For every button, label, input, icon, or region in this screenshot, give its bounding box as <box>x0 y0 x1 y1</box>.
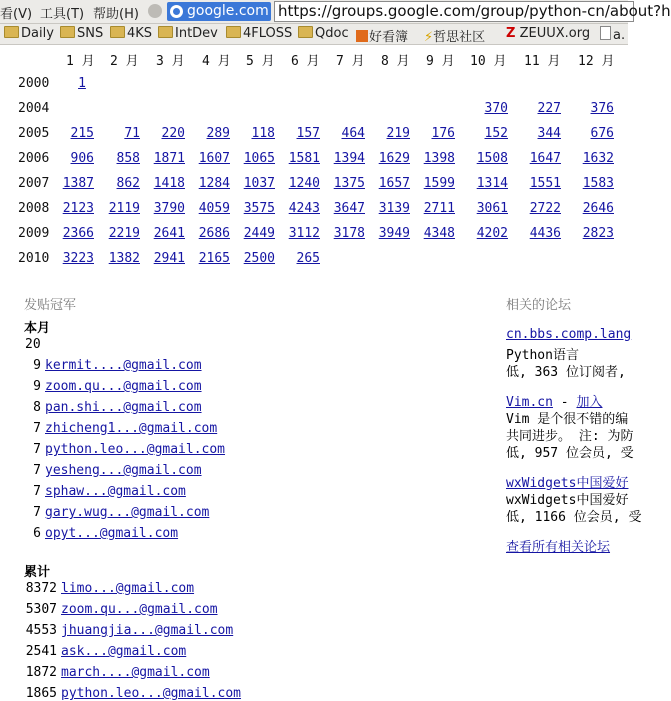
bookmark-daily[interactable]: Daily <box>4 26 54 41</box>
year-label: 2008 <box>18 201 50 216</box>
poster-email-link[interactable]: gary.wug...@gmail.com <box>45 505 210 520</box>
month-post-count-link[interactable]: 1871 <box>153 151 185 166</box>
month-post-count-link[interactable]: 4348 <box>423 226 455 241</box>
month-post-count-link[interactable]: 376 <box>590 101 614 116</box>
month-post-count-link[interactable]: 2711 <box>423 201 455 216</box>
post-count: 7 <box>33 505 41 520</box>
poster-row <box>25 602 218 617</box>
year-label: 2005 <box>18 126 50 141</box>
month-post-count-link[interactable]: 1583 <box>582 176 614 191</box>
url-bar[interactable]: https://groups.google.com/group/python-cn/about?h <box>274 1 634 22</box>
month-post-count-link[interactable]: 2119 <box>108 201 140 216</box>
month-post-count-link[interactable]: 219 <box>386 126 410 141</box>
stop-icon[interactable] <box>148 4 162 18</box>
month-post-count-link[interactable]: 152 <box>484 126 508 141</box>
poster-row <box>25 623 233 638</box>
month-header: 10 月 <box>470 54 507 69</box>
month-post-count-link[interactable]: 118 <box>251 126 275 141</box>
post-count: 1865 <box>25 686 57 701</box>
poster-email-link[interactable]: opyt...@gmail.com <box>45 526 179 541</box>
post-count: 9 <box>33 358 41 373</box>
month-post-count-link[interactable]: 1551 <box>529 176 561 191</box>
month-post-count-link[interactable]: 2219 <box>108 226 140 241</box>
month-post-count-link[interactable]: 2941 <box>153 251 185 266</box>
forum-desc: Vim 是个很不错的编 <box>506 412 629 427</box>
month-post-count-link[interactable]: 1284 <box>198 176 230 191</box>
month-post-count-link[interactable]: 1657 <box>378 176 410 191</box>
poster-email-link[interactable]: pan.shi...@gmail.com <box>45 400 202 415</box>
month-header: 12 月 <box>578 54 615 69</box>
google-icon <box>170 5 183 18</box>
post-count: 7 <box>33 421 41 436</box>
month-header: 1 月 <box>66 54 95 69</box>
month-post-count-link[interactable]: 2646 <box>582 201 614 216</box>
bookmark-sns[interactable]: SNS <box>60 26 103 41</box>
month-post-count-link[interactable]: 1240 <box>288 176 320 191</box>
poster-email-link[interactable]: march....@gmail.com <box>61 665 210 680</box>
forum-link[interactable]: wxWidgets中国爱好 <box>506 476 629 491</box>
month-post-count-link[interactable]: 3139 <box>378 201 410 216</box>
month-post-count-link[interactable]: 4436 <box>529 226 561 241</box>
month-post-count-link[interactable]: 1065 <box>243 151 275 166</box>
month-post-count-link[interactable]: 265 <box>296 251 320 266</box>
folder-icon <box>4 26 19 38</box>
poster-email-link[interactable]: jhuangjia...@gmail.com <box>61 623 234 638</box>
year-label: 2004 <box>18 101 50 116</box>
month-post-count-link[interactable]: 2686 <box>198 226 230 241</box>
menu-help[interactable]: 帮助(H) <box>93 7 139 22</box>
post-count: 9 <box>33 379 41 394</box>
month-post-count-link[interactable]: 1629 <box>378 151 410 166</box>
month-post-count-link[interactable]: 3949 <box>378 226 410 241</box>
month-post-count-link[interactable]: 220 <box>161 126 185 141</box>
month-post-count-link[interactable]: 2366 <box>62 226 94 241</box>
poster-row <box>25 665 210 680</box>
forum-stats: 低, 1166 位会员, 受 <box>506 510 642 525</box>
month-post-count-link[interactable]: 4202 <box>476 226 508 241</box>
bookmark-intdev[interactable]: IntDev <box>158 26 218 41</box>
poster-email-link[interactable]: zoom.qu...@gmail.com <box>45 379 202 394</box>
this-month-label: 本月 <box>24 321 51 336</box>
post-count: 5307 <box>25 602 57 617</box>
month-header: 11 月 <box>524 54 561 69</box>
month-post-count-link[interactable]: 1418 <box>153 176 185 191</box>
forum-stats: 低, 957 位会员, 受 <box>506 446 634 461</box>
poster-email-link[interactable]: zoom.qu...@gmail.com <box>61 602 218 617</box>
bookmark-4floss[interactable]: 4FLOSS <box>226 26 292 41</box>
forum-1 <box>506 327 631 342</box>
poster-row <box>25 442 225 457</box>
join-link[interactable]: 加入 <box>576 395 603 410</box>
poster-row <box>25 686 241 701</box>
month-post-count-link[interactable]: 1375 <box>333 176 365 191</box>
month-post-count-link[interactable]: 1394 <box>333 151 365 166</box>
month-post-count-link[interactable]: 3647 <box>333 201 365 216</box>
month-header: 9 月 <box>426 54 455 69</box>
year-label: 2009 <box>18 226 50 241</box>
poster-row <box>25 358 202 373</box>
month-post-count-link[interactable]: 1387 <box>62 176 94 191</box>
menu-tools[interactable]: 工具(T) <box>40 7 85 22</box>
month-post-count-link[interactable]: 1647 <box>529 151 561 166</box>
poster-email-link[interactable]: ask...@gmail.com <box>61 644 187 659</box>
month-post-count-link[interactable]: 176 <box>431 126 455 141</box>
post-count: 7 <box>33 442 41 457</box>
post-count: 4553 <box>25 623 57 638</box>
view-all-forums <box>506 536 610 555</box>
month-post-count-link[interactable]: 1581 <box>288 151 320 166</box>
menu-view[interactable]: 看(V) <box>0 7 33 22</box>
cumulative-label: 累计 <box>24 565 51 580</box>
month-post-count-link[interactable]: 3112 <box>288 226 320 241</box>
folder-icon <box>298 26 313 38</box>
month-post-count-link[interactable]: 1632 <box>582 151 614 166</box>
post-count: 1872 <box>25 665 57 680</box>
month-post-count-link[interactable]: 1314 <box>476 176 508 191</box>
this-month-total: 20 <box>25 337 41 352</box>
month-post-count-link[interactable]: 71 <box>124 126 140 141</box>
month-header: 6 月 <box>291 54 320 69</box>
folder-icon <box>110 26 125 38</box>
month-header: 8 月 <box>381 54 410 69</box>
month-post-count-link[interactable]: 370 <box>484 101 508 116</box>
bookmark-4ks[interactable]: 4KS <box>110 26 152 41</box>
month-header: 2 月 <box>110 54 139 69</box>
poster-row <box>25 379 202 394</box>
month-header: 4 月 <box>202 54 231 69</box>
related-forums-title: 相关的论坛 <box>506 298 572 313</box>
poster-row <box>25 463 202 478</box>
month-post-count-link[interactable]: 3790 <box>153 201 185 216</box>
poster-row <box>25 505 209 520</box>
month-post-count-link[interactable]: 4059 <box>198 201 230 216</box>
month-post-count-link[interactable]: 1607 <box>198 151 230 166</box>
month-post-count-link[interactable]: 2722 <box>529 201 561 216</box>
month-post-count-link[interactable]: 4243 <box>288 201 320 216</box>
forum-link[interactable]: cn.bbs.comp.lang <box>506 327 632 342</box>
poster-row <box>25 581 194 596</box>
month-post-count-link[interactable]: 3178 <box>333 226 365 241</box>
year-label: 2007 <box>18 176 50 191</box>
page-icon <box>600 26 611 40</box>
month-post-count-link[interactable]: 676 <box>590 126 614 141</box>
folder-icon <box>226 26 241 38</box>
month-post-count-link[interactable]: 464 <box>341 126 365 141</box>
month-post-count-link[interactable]: 227 <box>537 101 561 116</box>
poster-email-link[interactable]: kermit....@gmail.com <box>45 358 202 373</box>
month-post-count-link[interactable]: 858 <box>116 151 140 166</box>
bookmark-zeusi[interactable]: ⚡哲思社区 <box>424 30 486 45</box>
folder-icon <box>158 26 173 38</box>
year-label: 2000 <box>18 76 50 91</box>
month-post-count-link[interactable]: 2500 <box>243 251 275 266</box>
forum-2: Vim.cn - 加入 <box>506 395 603 410</box>
month-post-count-link[interactable]: 3575 <box>243 201 275 216</box>
month-post-count-link[interactable]: 862 <box>116 176 140 191</box>
forum-desc: Python语言 <box>506 348 579 363</box>
poster-email-link[interactable]: sphaw...@gmail.com <box>45 484 186 499</box>
month-post-count-link[interactable]: 2449 <box>243 226 275 241</box>
poster-row <box>25 421 217 436</box>
month-post-count-link[interactable]: 906 <box>70 151 94 166</box>
year-label: 2006 <box>18 151 50 166</box>
poster-row <box>25 484 186 499</box>
post-count: 6 <box>33 526 41 541</box>
month-post-count-link[interactable]: 1382 <box>108 251 140 266</box>
forum-stats: 低, 363 位订阅者, <box>506 365 626 380</box>
month-post-count-link[interactable]: 1037 <box>243 176 275 191</box>
bookmarks-bar <box>0 24 628 45</box>
month-post-count-link[interactable]: 2823 <box>582 226 614 241</box>
year-label: 2010 <box>18 251 50 266</box>
post-count: 8372 <box>25 581 57 596</box>
bookmark-more[interactable]: a. <box>600 26 625 43</box>
month-header: 3 月 <box>156 54 185 69</box>
poster-row <box>25 526 178 541</box>
month-post-count-link[interactable]: 1 <box>78 76 86 91</box>
post-count: 2541 <box>25 644 57 659</box>
post-count: 7 <box>33 484 41 499</box>
forum-desc-2: 共同进步。 注: 为防 <box>506 429 634 444</box>
month-post-count-link[interactable]: 2641 <box>153 226 185 241</box>
month-header: 5 月 <box>246 54 275 69</box>
forum-desc: wxWidgets中国爱好 <box>506 493 629 508</box>
poster-email-link[interactable]: python.leo...@gmail.com <box>45 442 226 457</box>
bookmark-haokanbu[interactable]: 好看簿 <box>356 26 408 45</box>
poster-row <box>25 400 202 415</box>
month-post-count-link[interactable]: 289 <box>206 126 230 141</box>
view-all-link[interactable]: 查看所有相关论坛 <box>506 540 611 555</box>
month-post-count-link[interactable]: 2165 <box>198 251 230 266</box>
poster-email-link[interactable]: zhicheng1...@gmail.com <box>45 421 218 436</box>
month-post-count-link[interactable]: 157 <box>296 126 320 141</box>
poster-row <box>25 644 186 659</box>
poster-email-link[interactable]: yesheng...@gmail.com <box>45 463 202 478</box>
search-engine-label: google.com <box>187 3 269 19</box>
search-engine-box[interactable] <box>167 2 271 21</box>
month-post-count-link[interactable]: 1599 <box>423 176 455 191</box>
month-header: 7 月 <box>336 54 365 69</box>
month-post-count-link[interactable]: 3061 <box>476 201 508 216</box>
month-post-count-link[interactable]: 2123 <box>62 201 94 216</box>
forum-link[interactable]: Vim.cn <box>506 395 553 410</box>
bookmark-qdoc[interactable]: Qdoc <box>298 26 349 41</box>
lightning-icon: ⚡ <box>424 30 434 45</box>
post-count: 8 <box>33 400 41 415</box>
month-post-count-link[interactable]: 3223 <box>62 251 94 266</box>
folder-icon <box>60 26 75 38</box>
month-post-count-link[interactable]: 1508 <box>476 151 508 166</box>
post-count: 7 <box>33 463 41 478</box>
z-icon: Z <box>506 26 516 41</box>
month-post-count-link[interactable]: 344 <box>537 126 561 141</box>
bookmark-zeuux[interactable]: Z ZEUUX.org <box>506 26 591 41</box>
poster-email-link[interactable]: limo...@gmail.com <box>61 581 195 596</box>
browser-menubar <box>0 0 671 24</box>
favicon-icon <box>356 30 368 42</box>
poster-email-link[interactable]: python.leo...@gmail.com <box>61 686 242 701</box>
month-post-count-link[interactable]: 215 <box>70 126 94 141</box>
month-post-count-link[interactable]: 1398 <box>423 151 455 166</box>
top-posters-title: 发贴冠军 <box>24 298 77 313</box>
